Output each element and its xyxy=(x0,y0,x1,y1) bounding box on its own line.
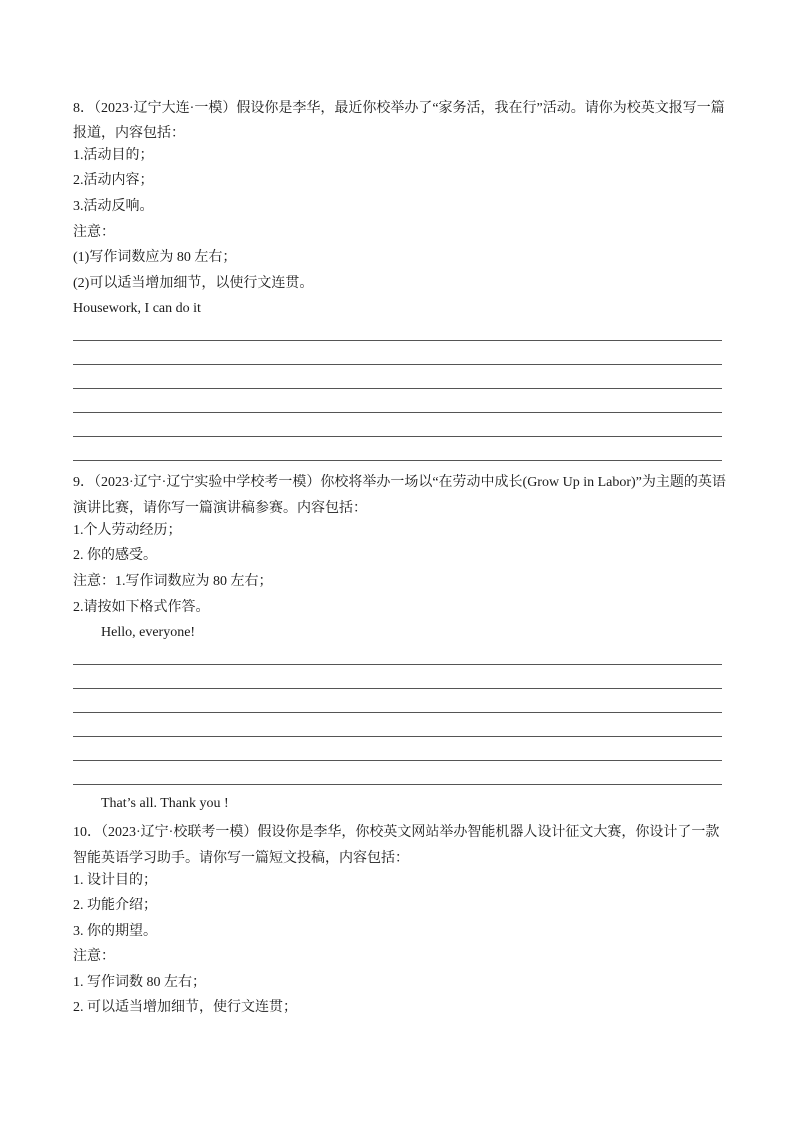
q9-point-1: 1.个人劳动经历； xyxy=(73,523,182,538)
q10-note-2: 2. 可以适当增加细节，使行文连贯； xyxy=(73,1000,297,1015)
answer-line[interactable] xyxy=(73,784,722,785)
answer-line[interactable] xyxy=(73,688,722,689)
q8-point-2: 2.活动内容； xyxy=(73,173,154,188)
answer-line[interactable] xyxy=(73,664,722,665)
q8-note-1: (1)写作词数应为 80 左右； xyxy=(73,250,237,265)
q9-opening: Hello, everyone! xyxy=(101,625,196,640)
q8-note-label: 注意： xyxy=(73,225,115,240)
q8-point-1: 1.活动目的； xyxy=(73,148,154,163)
q10-point-3: 3. 你的期望。 xyxy=(73,924,157,939)
answer-line[interactable] xyxy=(73,364,722,365)
q8-note-2: (2)可以适当增加细节，以使行文连贯。 xyxy=(73,276,314,291)
q8-prompt: 8．（2023·辽宁大连·一模）假设你是李华，最近你校举办了“家务活，我在行”活动。请你为校英文报写一篇报道，内容包括： xyxy=(73,101,725,141)
answer-line[interactable] xyxy=(73,760,722,761)
answer-line[interactable] xyxy=(73,736,722,737)
answer-line[interactable] xyxy=(73,388,722,389)
q9-prompt: 9．（2023·辽宁·辽宁实验中学校考一模）你校将举办一场以“在劳动中成长(Grow Up in Labor)”为主题的英语演讲比赛，请你写一篇演讲稿参赛。内容包括： xyxy=(73,475,726,516)
q9-point-2: 2. 你的感受。 xyxy=(73,548,157,563)
answer-line[interactable] xyxy=(73,436,722,437)
q9-note-1: 注意：1.写作词数应为 80 左右； xyxy=(73,574,273,589)
q10-prompt: 10．（2023·辽宁·校联考一模）假设你是李华，你校英文网站举办智能机器人设计征文大赛，你设计了一款智能英语学习助手。请你写一篇短文投稿，内容包括： xyxy=(73,825,720,866)
q9-closing: That’s all. Thank you ! xyxy=(101,796,229,811)
answer-line[interactable] xyxy=(73,412,722,413)
answer-line[interactable] xyxy=(73,460,722,461)
q10-point-1: 1. 设计目的； xyxy=(73,873,157,888)
q10-note-1: 1. 写作词数 80 左右； xyxy=(73,975,206,990)
answer-line[interactable] xyxy=(73,712,722,713)
q10-point-2: 2. 功能介绍； xyxy=(73,898,157,913)
q10-note-label: 注意： xyxy=(73,949,115,964)
answer-line[interactable] xyxy=(73,340,722,341)
q9-note-2: 2.请按如下格式作答。 xyxy=(73,600,210,615)
q8-point-3: 3.活动反响。 xyxy=(73,199,154,214)
q8-essay-title: Housework, I can do it xyxy=(73,301,201,316)
